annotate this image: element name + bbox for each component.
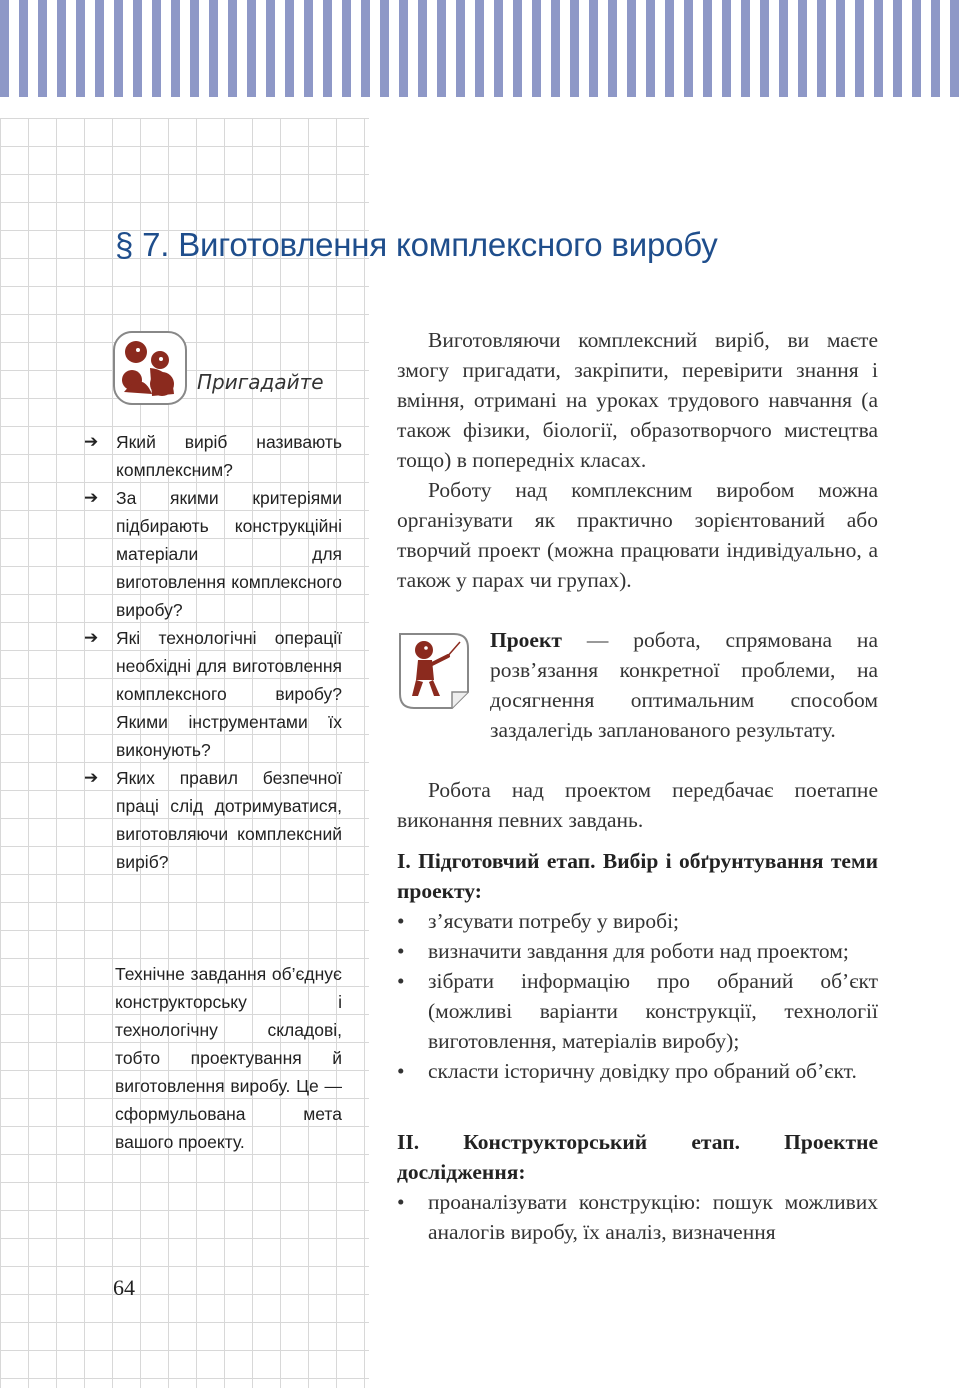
list-item: • визначити завдання для роботи над проектом; bbox=[397, 936, 878, 966]
arrow-right-icon: ➔ bbox=[84, 768, 99, 787]
bullet-icon: • bbox=[397, 1190, 405, 1214]
definition-text: — робота, спрямована на розв’язання конкретної проблеми, на досягнення оптимальним способом заздалегідь запланованого результату. bbox=[490, 628, 878, 742]
project-definition bbox=[490, 625, 878, 745]
project-paragraph: Роботу над комплексним виробом можна організувати як практично зорієнтований або творчий проект (можна працювати індивідуально, а також у парах чи групах). bbox=[397, 478, 878, 592]
stage1-heading: І. Підготовчий етап. Вибір і обґрунтування теми проекту: bbox=[397, 849, 878, 903]
list-item: ➔ За якими критеріями підбирають конструкційні матеріали для виготовлення комплексного виробу? bbox=[84, 484, 342, 624]
arrow-right-icon: ➔ bbox=[84, 628, 99, 647]
remember-label: Пригадайте bbox=[197, 370, 324, 394]
list-item: • проаналізувати конструкцію: пошук можливих аналогів виробу, їх аналіз, визначення bbox=[397, 1187, 878, 1247]
grid-top-margin bbox=[0, 97, 963, 118]
bullet-icon: • bbox=[397, 939, 405, 963]
stages-intro-paragraph: Робота над проектом передбачає поетапне виконання певних завдань. bbox=[397, 778, 878, 832]
header-stripes bbox=[0, 0, 963, 97]
definition-term: Проект bbox=[490, 628, 562, 652]
list-item: • скласти історичну довідку про обраний об’єкт. bbox=[397, 1056, 878, 1086]
page-number: 64 bbox=[113, 1275, 135, 1300]
bullet-icon: • bbox=[397, 909, 405, 933]
bullet-icon: • bbox=[397, 1059, 405, 1083]
stage1-list bbox=[397, 906, 878, 1086]
pointer-figure-icon bbox=[396, 630, 472, 710]
review-questions-list bbox=[84, 428, 342, 876]
list-item: ➔ Які технологічні операції необхідні для виготовлення комплексного виробу? Якими інструментами їх виконують? bbox=[84, 624, 342, 764]
bullet-icon: • bbox=[397, 969, 405, 993]
arrow-right-icon: ➔ bbox=[84, 488, 99, 507]
page-title: § 7. Виготовлення комплексного виробу bbox=[115, 226, 718, 263]
list-item: • зібрати інформацію про обраний об’єкт (можливі варіанти конструкції, технології виготовлення, матеріалів виробу); bbox=[397, 966, 878, 1056]
sidebar-note: Технічне завдання об’єднує конструкторську і технологічну складові, тобто проектування й виготовлення виробу. Це — сформульована мета вашого проекту. bbox=[115, 964, 342, 1152]
list-item: ➔ Яких правил безпечної праці слід дотримуватися, виготовляючи комплексний виріб? bbox=[84, 764, 342, 876]
thinking-figures-icon bbox=[112, 330, 188, 406]
list-item: ➔ Який виріб називають комплексним? bbox=[84, 428, 342, 484]
stage2-list bbox=[397, 1187, 878, 1247]
arrow-right-icon: ➔ bbox=[84, 432, 99, 451]
stage2-heading: ІІ. Конструкторський етап. Проектне дослідження: bbox=[397, 1130, 878, 1184]
list-item: • з’ясувати потребу у виробі; bbox=[397, 906, 878, 936]
intro-paragraph: Виготовляючи комплексний виріб, ви маєте змогу пригадати, закріпити, перевірити знання і вміння, отримані на уроках трудового навчання (а також фізики, біології, образотворчого мистецтва тощо) в попередніх класах. bbox=[397, 328, 878, 472]
